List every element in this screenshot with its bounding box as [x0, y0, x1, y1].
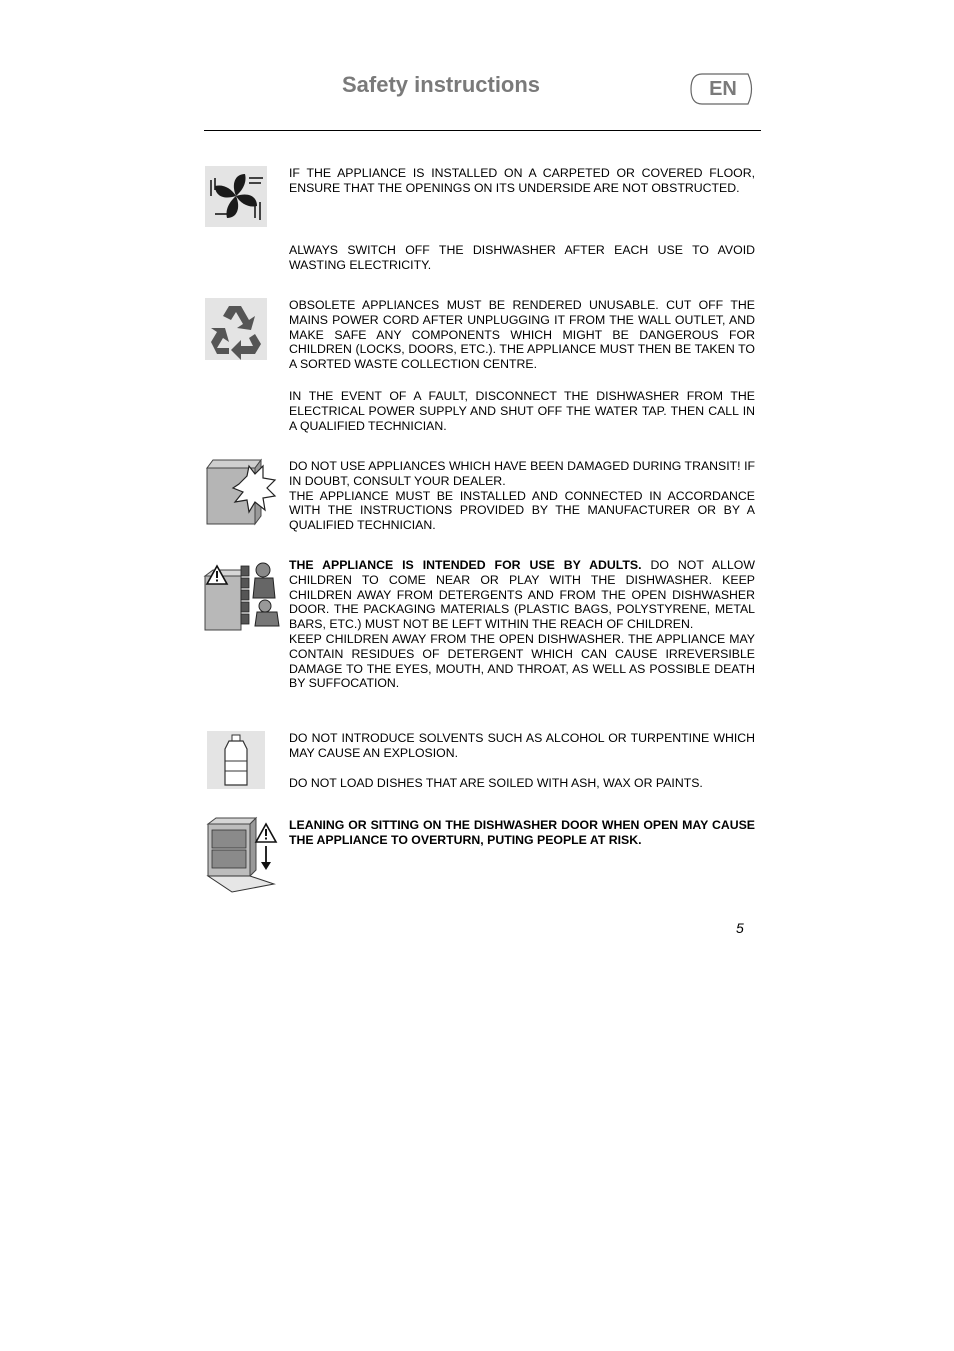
language-badge-label: EN	[709, 78, 737, 100]
instruction-obsolete-appliances: OBSOLETE APPLIANCES MUST BE RENDERED UNUSABLE. CUT OFF THE MAINS POWER CORD AFTER UNPLUGGING IT FROM THE WALL OUTLET, AND MAKE SAFE ANY COMPONENTS WHICH MIGHT BE DANGEROUS FOR CHILDREN (LOCKS, DOORS, ETC.). THE APPLIANCE MUST THEN BE TAKEN TO A SORTED WASTE COLLECTION CENTRE.	[289, 298, 755, 372]
instruction-transit-damage	[289, 459, 755, 533]
instruction-floor-openings: IF THE APPLIANCE IS INSTALLED ON A CARPETED OR COVERED FLOOR, ENSURE THAT THE OPENINGS ON ITS UNDERSIDE ARE NOT OBSTRUCTED.	[289, 166, 755, 195]
instruction-switch-off: ALWAYS SWITCH OFF THE DISHWASHER AFTER EACH USE TO AVOID WASTING ELECTRICITY.	[289, 243, 755, 272]
ventilation-icon	[205, 166, 267, 227]
language-badge	[690, 73, 756, 105]
page-number: 5	[736, 920, 744, 936]
open-door-tip-warning-icon	[202, 816, 280, 894]
children-keep-away-text: DO NOT ALLOW CHILDREN TO COME NEAR OR PLAY WITH THE DISHWASHER. KEEP CHILDREN AWAY FROM DETERGENTS AND FROM THE OPEN DISHWASHER DOOR. THE PACKAGING MATERIALS (PLASTIC BAGS, POLYSTYRENE, METAL BARS, ETC.) MUST NOT BE LEFT WITHIN THE REACH OF CHILDREN.	[289, 558, 755, 632]
instruction-solvents: DO NOT INTRODUCE SOLVENTS SUCH AS ALCOHOL OR TURPENTINE WHICH MAY CAUSE AN EXPLOSION.	[289, 731, 755, 760]
damaged-appliance-icon	[205, 458, 277, 526]
header-divider	[204, 130, 761, 131]
transit-damage-text: DO NOT USE APPLIANCES WHICH HAVE BEEN DAMAGED DURING TRANSIT! IF IN DOUBT, CONSULT YOUR DEALER.	[289, 459, 755, 488]
page-title: Safety instructions	[342, 72, 541, 97]
child-warning-icon	[203, 558, 281, 632]
instruction-children	[289, 558, 755, 691]
instruction-soiled-dishes: DO NOT LOAD DISHES THAT ARE SOILED WITH ASH, WAX OR PAINTS.	[289, 776, 703, 790]
instruction-fault: IN THE EVENT OF A FAULT, DISCONNECT THE DISHWASHER FROM THE ELECTRICAL POWER SUPPLY AND SHUT OFF THE WATER TAP. THEN CALL IN A QUALIFIED TECHNICIAN.	[289, 389, 755, 433]
adults-only-lead: THE APPLIANCE IS INTENDED FOR USE BY ADULTS.	[289, 558, 642, 572]
recycle-icon	[205, 298, 267, 360]
solvent-bottle-icon	[207, 731, 265, 789]
instruction-door-overturn: LEANING OR SITTING ON THE DISHWASHER DOOR WHEN OPEN MAY CAUSE THE APPLIANCE TO OVERTURN, PUTING PEOPLE AT RISK.	[289, 818, 755, 847]
detergent-residue-text: KEEP CHILDREN AWAY FROM THE OPEN DISHWASHER. THE APPLIANCE MAY CONTAIN RESIDUES OF DETERGENT WHICH CAN CAUSE IRREVERSIBLE DAMAGE TO THE EYES, MOUTH, AND THROAT, AS WELL AS POSSIBLE DEATH BY SUFFOCATION.	[289, 631, 755, 691]
installation-text: THE APPLIANCE MUST BE INSTALLED AND CONNECTED IN ACCORDANCE WITH THE INSTRUCTIONS PROVIDED BY THE MANUFACTURER OR BY A QUALIFIED TECHNICIAN.	[289, 488, 755, 533]
